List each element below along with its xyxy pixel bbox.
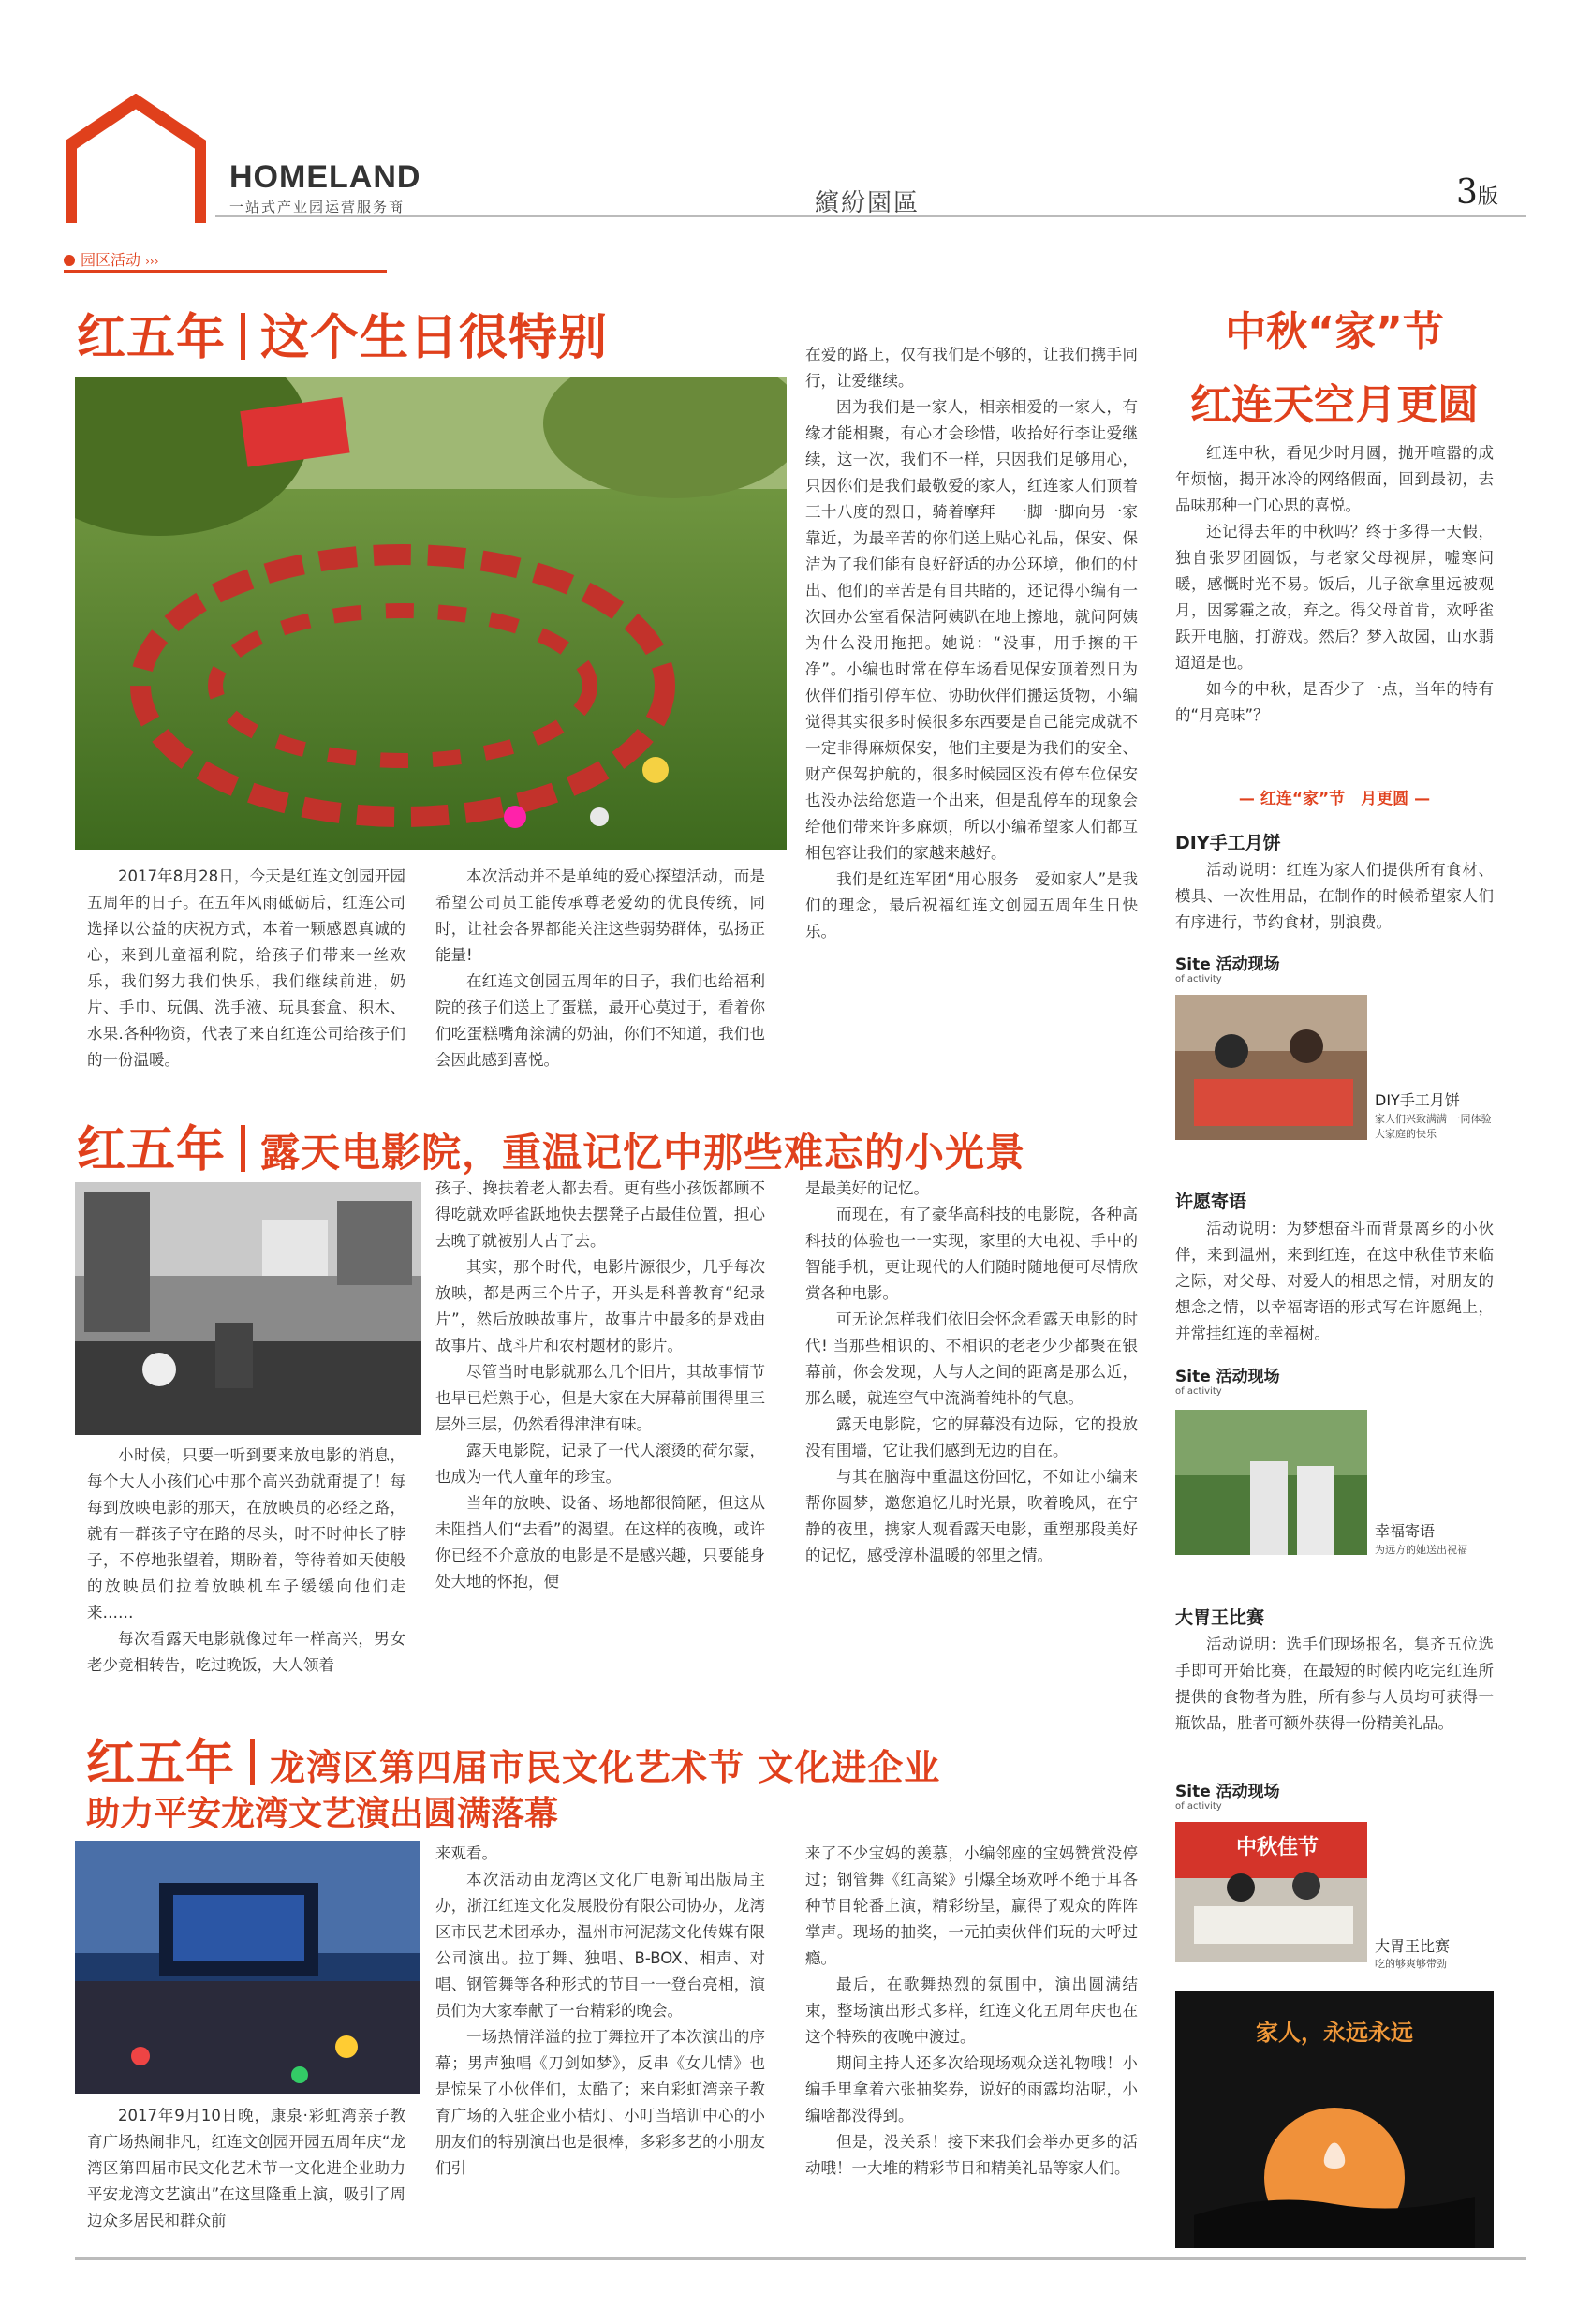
sidebar-item1-heading: DIY手工月饼	[1175, 833, 1281, 853]
article2-col2: 孩子、搀扶着老人都去看。更有些小孩饭都顾不得吃就欢呼雀跃地快去摆凳子占最佳位置，担心去晚了就被别人占了去。 其实，那个时代，电影片源很少，几乎每次放映，都是两三个片子，开头是科普教育“纪录片”，然后放映故事片，故事片中最多的是戏曲故事片、战斗片和农村题材的影片。 尽管当时电影就那么几个旧片，其故事情节也早已烂熟于心，但是大家在大屏幕前围得里三层外三层，仍然看得津津有味。 露天电影院，记录了一代人滚烫的荷尔蒙，也成为一代人童年的珍宝。 当年的放映、设备、场地都很简陋，但这从未阻挡人们“去看”的渴望。在这样的夜晚，或许你已经不介意放的电影是不是感兴趣，只要能身处大地的怀抱，便	[435, 1179, 765, 1591]
article3-col2: 来观看。 本次活动由龙湾区文化广电新闻出版局主办，浙江红连文化发展股份有限公司协办，龙湾区市民艺术团承办，温州市河泥荡文化传媒有限公司演出。拉丁舞、独唱、B-BOX、相声、对唱、钢管舞等各种形式的节目一一登台亮相，演员们为大家奉献了一台精彩的晚会。 一场热情洋溢的拉丁舞拉开了本次演出的序幕；男声独唱《刀剑如梦》，反串《女儿情》也是惊呆了小伙伴们，太酷了；来自彩虹湾亲子教育广场的入驻企业小桔灯、小叮当培训中心的小朋友们的特别演出也是很棒，多彩多艺的小朋友们引	[435, 1844, 765, 2177]
paper-name: 繽紛園區	[815, 189, 921, 217]
poster-text: 家人，永远永远	[1256, 2020, 1413, 2046]
article3-col3: 来了不少宝妈的羡慕，小编邻座的宝妈赞赏没停过；钢管舞《红高粱》引爆全场欢呼不绝于耳各种节目轮番上演，精彩纷呈，赢得了观众的阵阵掌声。现场的抽奖，一元拍卖伙伴们玩的大呼过瘾。 最后，在歌舞热烈的氛围中，演出圆满结束，整场演出形式多样，红连文化五周年庆也在这个特殊的夜晚中渡过。 期间主持人还多次给现场观众送礼物哦！小编手里拿着六张抽奖券，说好的雨露均沾呢，小编啥都没得到。 但是，没关系！接下来我们会举办更多的活动哦！一大堆的精彩节目和精美礼品等家人们。	[805, 1844, 1138, 2177]
homeland-logo-icon	[66, 94, 206, 225]
article3-headline: 红五年 龙湾区第四届市民文化艺术节 文化进企业	[86, 1736, 941, 1792]
sidebar-title-line1: 中秋“家”节	[1225, 308, 1444, 356]
sidebar-item1-caption-sub: 家人们兴致满满 一同体验大家庭的快乐	[1375, 1113, 1492, 1140]
brand-tagline: 一站式产业园运营服务商	[229, 199, 405, 215]
sidebar-item1-site-label: Site 活动现场 of activity	[1175, 955, 1280, 984]
arrows-icon: ›››	[145, 255, 159, 268]
sidebar-item2-caption-sub: 为远方的她送出祝福	[1375, 1544, 1467, 1556]
sidebar-item2-heading: 许愿寄语	[1175, 1192, 1247, 1212]
sidebar-item2-site-label: Site 活动现场 of activity	[1175, 1368, 1280, 1397]
sidebar-item1-photo	[1175, 995, 1367, 1140]
article3-subheadline: 助力平安龙湾文艺演出圆满落幕	[86, 1795, 559, 1833]
section-tag: 园区活动 ›››	[64, 248, 159, 270]
sidebar-divider: — 红连“家”节 月更圆 —	[1238, 790, 1431, 808]
sidebar-item2-photo	[1175, 1410, 1367, 1555]
section-rule	[64, 270, 387, 273]
page-number: 3版	[1456, 173, 1498, 212]
article1-col1: 2017年8月28日，今天是红连文创园开园五周年的日子。在五年风雨砥砺后，红连公司选择以公益的庆祝方式，本着一颗感恩真诚的心，来到儿童福利院，给孩子们带来一丝欢乐，我们努力我们快乐，我们继续前进，奶片、手巾、玩偶、洗手液、玩具套盒、积木、水果.各种物资，代表了来自红连公司给孩子们的一份温暖。	[87, 867, 405, 1069]
sidebar-item3-poster-banner: 中秋佳节	[1236, 1836, 1319, 1859]
section-dot-icon	[64, 255, 75, 266]
article2-col1: 小时候，只要一听到要来放电影的消息，每个大人小孩们心中那个高兴劲就甭提了！每每到放映电影的那天，在放映员的必经之路，就有一群孩子守在路的尽头，时不时伸长了脖子，不停地张望着，期盼着，等待着如天使般的放映员们拉着放映机车子缓缓向他们走来…… 每次看露天电影就像过年一样高兴，男女老少竞相转告，吃过晚饭，大人领着	[87, 1446, 405, 1674]
sidebar-item3-caption-sub: 吃的够爽够带劲	[1375, 1958, 1447, 1970]
footer-rule	[75, 2257, 1526, 2260]
sidebar-item3-caption: 大胃王比赛	[1375, 1937, 1451, 1955]
sidebar-title-line2: 红连天空月更圆	[1190, 381, 1479, 429]
article3-photo	[75, 1841, 420, 2094]
sidebar-intro: 红连中秋，看见少时月圆，抛开喧嚣的成年烦恼，揭开冰冷的网络假面，回到最初，去品味那种一门心思的喜悦。 还记得去年的中秋吗？终于多得一天假，独自张罗团圆饭，与老家父母视屏，嘘寒问暖，感慨时光不易。饭后，儿子欲拿里远被观月，因雾霾之故，弃之。得父母首肯，欢呼雀跃开电脑，打游戏。然后？梦入故园，山水翡迢迢是也。 如今的中秋，是否少了一点，当年的特有的“月亮味”？	[1175, 444, 1494, 724]
article1-headline: 红五年 这个生日很特别	[77, 310, 609, 366]
sidebar-item2-desc: 活动说明：为梦想奋斗而背景离乡的小伙伴，来到温州，来到红连，在这中秋佳节来临之际，对父母、对爱人的相思之情，对朋友的想念之情，以幸福寄语的形式写在许愿绳上，并常挂红连的幸福树。	[1175, 1220, 1494, 1342]
brand-name: HOMELAND	[229, 159, 421, 195]
sidebar-item3-site-label: Site 活动现场 of activity	[1175, 1783, 1280, 1812]
article1-col2: 本次活动并不是单纯的爱心探望活动，而是希望公司员工能传承尊老爱幼的优良传统，同时，让社会各界都能关注这些弱势群体，弘扬正能量! 在红连文创园五周年的日子，我们也给福利院的孩子们送上了蛋糕，最开心莫过于，看着你们吃蛋糕嘴角涂满的奶油，你们不知道，我们也会因此感到喜悦。	[435, 867, 765, 1069]
article2-col3: 是最美好的记忆。 而现在，有了豪华高科技的电影院，各种高科技的体验也一一实现，家里的大电视、手中的智能手机，更让现代的人们随时随地便可尽情欣赏各种电影。 可无论怎样我们依旧会怀念看露天电影的时代! 当那些相识的、不相识的老老少少都聚在银幕前，你会发现，人与人之间的距离是那么近，那么暖，就连空气中流淌着纯朴的气息。 露天电影院，它的屏幕没有边际，它的投放没有围墙，它让我们感到无边的自在。 与其在脑海中重温这份回忆，不如让小编来帮你圆梦，邀您追忆儿时光景，吹着晚风，在宁静的夜里，携家人观看露天电影，重塑那段美好的记忆，感受淳朴温暖的邻里之情。	[805, 1179, 1138, 1564]
sidebar-item1-caption: DIY手工月饼	[1375, 1091, 1460, 1109]
article2-headline: 红五年 露天电影院，重温记忆中那些难忘的小光景	[77, 1122, 1026, 1178]
article3-col1: 2017年9月10日晚，康泉·彩虹湾亲子教育广场热闹非凡，红连文创园开园五周年庆“龙湾区第四届市民文化艺术节一文化进企业助力平安龙湾文艺演出”在这里隆重上演，吸引了周边众多居民和群众前	[87, 2107, 405, 2229]
article2-photo	[75, 1182, 421, 1435]
article1-photo	[75, 377, 787, 850]
sidebar-item2-caption: 幸福寄语	[1375, 1522, 1436, 1540]
sidebar-item3-desc: 活动说明：选手们现场报名，集齐五位选手即可开始比赛，在最短的时候内吃完红连所提供的食物者为胜，所有参与人员均可获得一瓶饮品，胜者可额外获得一份精美礼品。	[1175, 1636, 1494, 1732]
sidebar-item1-desc: 活动说明：红连为家人们提供所有食材、模具、一次性用品，在制作的时候希望家人们有序进行，节约食材，别浪费。	[1175, 861, 1494, 931]
sidebar-item3-heading: 大胃王比赛	[1175, 1607, 1265, 1628]
article1-col3: 在爱的路上，仅有我们是不够的，让我们携手同行，让爱继续。 因为我们是一家人，相亲相爱的一家人，有缘才能相聚，有心才会珍惜，收拾好行李让爱继续，这一次，我们不一样，只因我们足够用心，只因你们是我们最敬爱的家人，红连家人们顶着三十八度的烈日，骑着摩拜 一脚一脚向另一家靠近，为最辛苦的你们送上贴心礼品，保安、保洁为了我们能有良好舒适的办公环境，他们的付出、他们的幸苦是有目共睹的，还记得小编有一次回办公室看保洁阿姨趴在地上擦地，就问阿姨为什么没用拖把。她说：“没事，用手擦的干净”。小编也时常在停车场看见保安顶着烈日为伙伴们指引停车位、协助伙伴们搬运货物，小编觉得其实很多时候很多东西要是自己能完成就不一定非得麻烦保安，他们主要是为我们的安全、财产保驾护航的，很多时候园区没有停车位保安也没办法给您造一个出来，但是乱停车的现象会给他们带来许多麻烦，所以小编希望家人们都互相包容让我们的家越来越好。 我们是红连军团“用心服务 爱如家人”是我们的理念，最后祝福红连文创园五周年生日快乐。	[805, 346, 1138, 940]
